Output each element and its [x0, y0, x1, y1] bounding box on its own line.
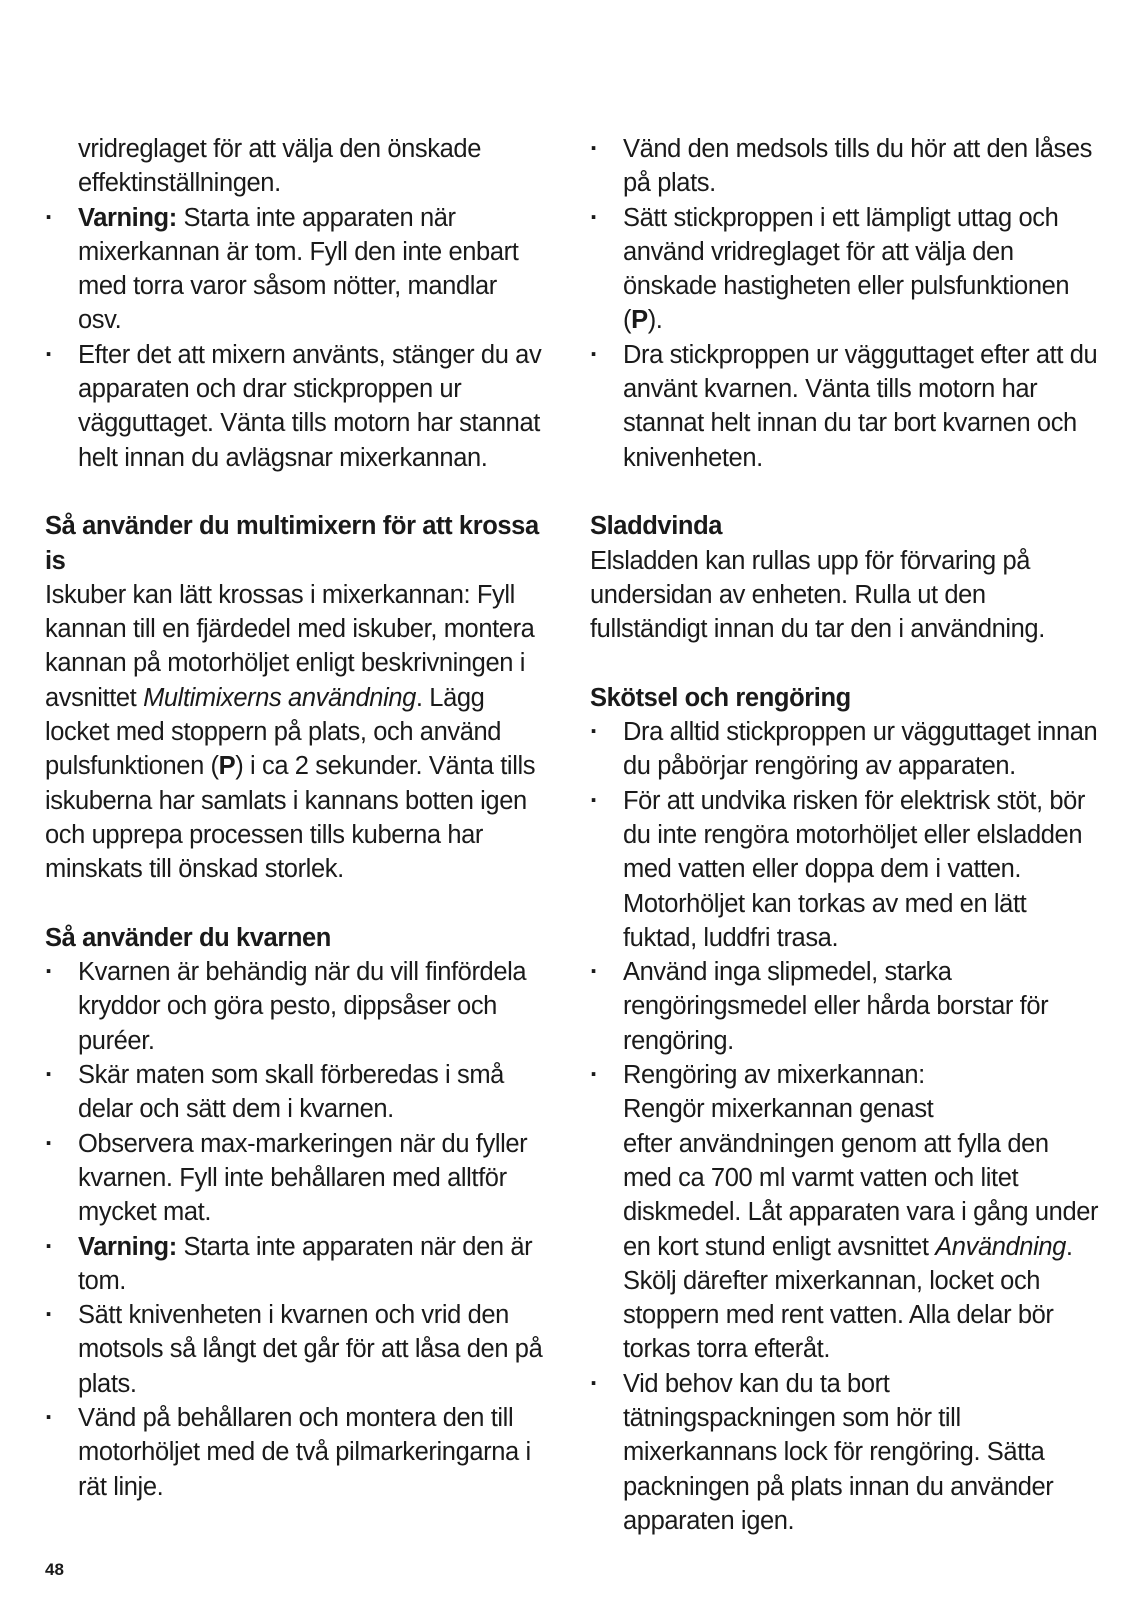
intro-continuation: vridreglaget för att välja den önskade effektinställningen. — [78, 135, 481, 198]
ice-italic-ref: Multimixerns användning — [143, 683, 416, 712]
list-item: · Kvarnen är behändig när du vill finfördela kryddor och göra pesto, dippsåser och puréer. — [45, 955, 545, 1058]
pulse-symbol: P — [631, 306, 648, 335]
left-column — [45, 132, 545, 1504]
list-item: · Använd inga slipmedel, starka rengöringsmedel eller hårda borstar för rengöring. — [590, 955, 1100, 1058]
grinder-heading: Så använder du kvarnen — [45, 923, 331, 952]
list-item: · Sätt knivenheten i kvarnen och vrid den motsols så långt det går för att låsa den på plats. — [45, 1298, 545, 1401]
list-item: · För att undvika risken för elektrisk stöt, bör du inte rengöra motorhöljet eller elsladden med vatten eller doppa dem i vatten. Motorhöljet kan torkas av med en lätt fuktad, luddfri trasa. — [590, 784, 1100, 955]
cleaning-bullet: · Rengöring av mixerkannan: Rengör mixerkannan genast efter användningen genom att fylla den med ca 700 ml varmt vatten och litet diskmedel. Låt apparaten vara i gång under en kort stund enligt avsnittet Användning. Skölj därefter mixerkannan, locket och stoppern med rent vatten. Alla delar bör torkas torra efteråt. — [590, 1058, 1100, 1367]
list-item: · Vänd på behållaren och montera den till motorhöljet med de två pilmarkeringarna i rät linje. — [45, 1401, 545, 1504]
care-heading: Skötsel och rengöring — [590, 683, 851, 712]
list-item: · Dra alltid stickproppen ur vägguttaget innan du påbörjar rengöring av apparaten. — [590, 715, 1100, 784]
list-item: · Skär maten som skall förberedas i små delar och sätt dem i kvarnen. — [45, 1058, 545, 1127]
warning-label: Varning: — [78, 1232, 177, 1261]
after-use-bullet: · Efter det att mixern använts, stänger du av apparaten och drar stickproppen ur vägguttaget. Vänta tills motorn har stannat helt innan du avlägsnar mixerkannan. — [45, 338, 545, 475]
grinder-warning-bullet: · Varning: Starta inte apparaten när den är tom. — [45, 1230, 545, 1299]
ice-heading: Så använder du multimixern för att krossa is — [45, 512, 539, 575]
page-number: 48 — [45, 1560, 64, 1579]
ice-paragraph: Iskuber kan lätt krossas i mixerkannan: Fyll kannan till en fjärdedel med iskuber, montera kannan på motorhöljet enligt beskrivningen i avsnittet Multimixerns användning. Lägg locket med stoppern på plats, och använd pulsfunktionen (P) i ca 2 sekunder. Vänta tills iskuberna har samlats i kannans botten igen och upprepa processen tills kuberna har minskats till önskad storlek. — [45, 580, 536, 884]
warning-label: Varning: — [78, 203, 177, 232]
cord-heading: Sladdvinda — [590, 512, 723, 541]
cord-paragraph: Elsladden kan rullas upp för förvaring på undersidan av enheten. Rulla ut den fullständigt innan du tar den i användning. — [590, 546, 1045, 644]
right-column — [590, 132, 1100, 1538]
plug-bullet: · Sätt stickproppen i ett lämpligt uttag och använd vridreglaget för att välja den önskade hastigheten eller pulsfunktionen (P). — [590, 201, 1100, 338]
list-item: · Observera max-markeringen när du fyller kvarnen. Fyll inte behållaren med alltför mycket mat. — [45, 1127, 545, 1230]
unplug-bullet: · Dra stickproppen ur vägguttaget efter att du använt kvarnen. Vänta tills motorn har stannat helt innan du tar bort kvarnen och knivenheten. — [590, 338, 1100, 475]
list-item: · Vänd den medsols tills du hör att den låses på plats. — [590, 132, 1100, 201]
warning-bullet — [45, 201, 545, 338]
warning-text: Starta inte apparaten när mixerkannan är tom. Fyll den inte enbart med torra varor såsom nötter, mandlar osv. — [78, 203, 519, 335]
seal-bullet: · Vid behov kan du ta bort tätningspackningen som hör till mixerkannans lock för rengöring. Sätta packningen på plats innan du använder apparaten igen. — [590, 1367, 1100, 1538]
usage-italic-ref: Användning — [935, 1232, 1066, 1261]
pulse-symbol: P — [218, 752, 236, 781]
